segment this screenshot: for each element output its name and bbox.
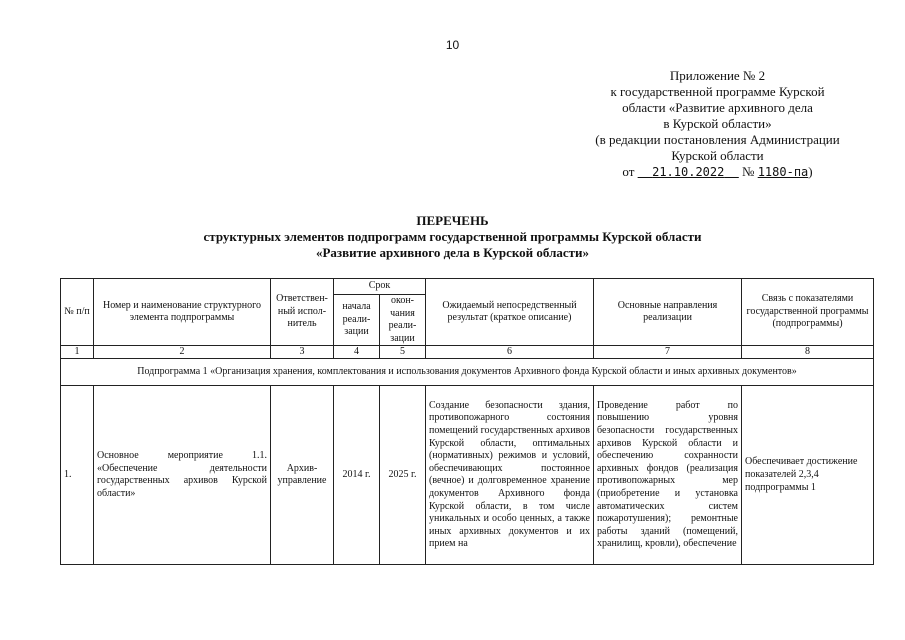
appendix-line: области «Развитие архивного дела <box>622 100 813 115</box>
title-line: ПЕРЕЧЕНЬ <box>416 213 489 228</box>
row-executor: Архив-управление <box>271 386 334 565</box>
subprogram-row <box>61 359 874 386</box>
header-result: Ожидаемый непосредственный результат (краткое описание) <box>426 279 594 346</box>
column-number: 8 <box>742 346 874 359</box>
column-number-row <box>61 346 874 359</box>
row-end: 2025 г. <box>380 386 426 565</box>
column-number: 6 <box>426 346 594 359</box>
date-prefix: от <box>622 164 635 179</box>
number-prefix: № <box>742 164 755 179</box>
header-end: окон-чания реали-зации <box>380 295 426 346</box>
header-element: Номер и наименование структурного элемента подпрограммы <box>94 279 271 346</box>
header-start: начала реали-зации <box>334 295 380 346</box>
appendix-line: Приложение № 2 <box>669 68 766 83</box>
row-start: 2014 г. <box>334 386 380 565</box>
structural-elements-table <box>60 278 874 565</box>
appendix-block <box>560 68 875 180</box>
column-number: 1 <box>61 346 94 359</box>
row-num: 1. <box>61 386 94 565</box>
date-value: 21.10.2022 <box>652 165 725 179</box>
header-link: Связь с показателями государственной программы (подпрограммы) <box>742 279 874 346</box>
column-number: 2 <box>94 346 271 359</box>
header-directions: Основные направления реализации <box>594 279 742 346</box>
closing-paren: ) <box>808 164 813 179</box>
page-number: 10 <box>445 38 460 52</box>
column-number: 7 <box>594 346 742 359</box>
title-line: структурных элементов подпрограмм государственной программы Курской области <box>203 229 702 244</box>
row-directions: Проведение работ по повышению уровня безопасности государственных архивов Курской области и обеспечению сохранности архивных фондов (реализация противопожарных мер (приобретение и установка автоматических систем пожаротушения); ремонтные работы зданий (помещений, хранилищ, кровли), обеспечение <box>594 386 742 565</box>
appendix-line: к государственной программе Курской <box>610 84 825 99</box>
row-result: Создание безопасности здания, противопожарного состояния помещений государственных архивов Курской области, оптимальных (нормативных) режимов и условий, обеспечивающих постоянное (вечное) и долговременное хранение документов Архивного фонда Курской области, в том числе уникальных и особо ценных, а также иных архивных документов и их прием на <box>426 386 594 565</box>
appendix-line: (в редакции постановления Администрации <box>595 132 840 147</box>
header-row <box>61 279 874 295</box>
column-number: 5 <box>380 346 426 359</box>
appendix-date-line <box>560 164 875 180</box>
column-number: 4 <box>334 346 380 359</box>
subprogram-title: Подпрограмма 1 «Организация хранения, комплектования и использования документов Архивного фонда Курской области и иных архивных документов» <box>61 359 874 386</box>
title-line: «Развитие архивного дела в Курской области» <box>315 245 590 260</box>
appendix-line: Курской области <box>671 148 764 163</box>
number-value: 1180-па <box>757 165 809 179</box>
row-link: Обеспечивает достижение показателей 2,3,4 подпрограммы 1 <box>742 386 874 565</box>
header-executor: Ответствен-ный испол-нитель <box>271 279 334 346</box>
column-number: 3 <box>271 346 334 359</box>
row-element: Основное мероприятие 1.1. «Обеспечение деятельности государственных архивов Курской области» <box>94 386 271 565</box>
appendix-line: в Курской области» <box>663 116 772 131</box>
document-title <box>80 213 825 261</box>
header-num: № п/п <box>61 279 94 346</box>
header-term: Срок <box>334 279 426 295</box>
table-row <box>61 386 874 565</box>
